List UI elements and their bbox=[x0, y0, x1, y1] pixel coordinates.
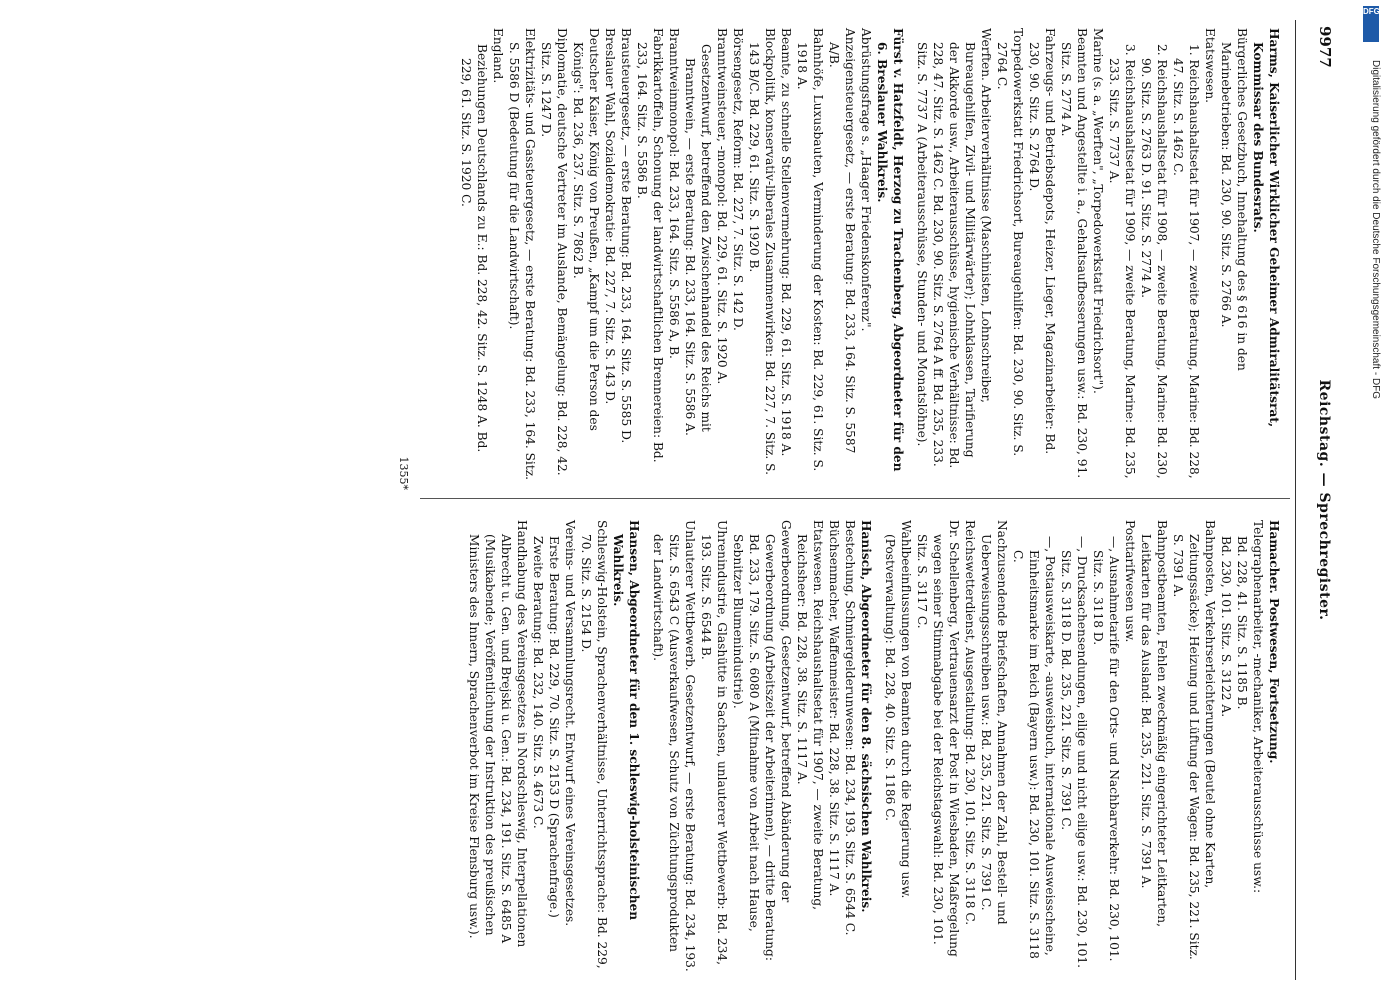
right-column bbox=[458, 28, 1282, 480]
register-entry: Zweite Beratung: Bd. 232, 140. Sitz. S. 4673 C. bbox=[531, 536, 545, 829]
speaker-heading: Fürst v. Hatzfeldt, Herzog zu Trachenberg, Abgeordneter für den 6. Breslauer Wahlkreis. bbox=[875, 28, 905, 472]
register-entry: Anzeigensteuergesetz, — erste Beratung: Bd. 233, 164. Sitz. S. 5587 A/B. bbox=[827, 28, 857, 454]
register-entry: Etatswesen. bbox=[1203, 28, 1217, 104]
register-entry: Beziehungen Deutschlands zu E.: Bd. 228, 42. Sitz. S. 1248 A. Bd. 229, 61. Sitz. S. 1920 C. bbox=[459, 44, 489, 453]
register-entry: Branntweinsteuer, -monopol: Bd. 229, 61. Sitz. S. 1920 A. bbox=[715, 28, 729, 385]
register-entry: —, Postausweiskarte, -ausweisbuch, internationale Ausweisscheine, Einheitsmarke im Reich (Bayern usw.): Bd. 230, 101. Sitz. S. 3118 C. bbox=[1011, 536, 1057, 959]
register-entry: Börsengesetz, Reform: Bd. 227, 7. Sitz. S. 142 D. bbox=[731, 28, 745, 331]
entry-gap bbox=[906, 28, 914, 480]
register-entry: Erste Beratung: Bd. 229, 70. Sitz. S. 2153 D (Sprachenfrage.) bbox=[547, 536, 561, 918]
speaker-heading: Harms, Kaiserlicher Wirklicher Geheimer Admiralitätsrat, Kommissar des Bundesrats. bbox=[1251, 28, 1281, 428]
register-entry: Torpedowerkstatt Friedrichsort, Bureaugehilfen: Bd. 230, 90. Sitz. S. 2764 C. bbox=[995, 28, 1025, 457]
page-number: 9977 bbox=[1316, 26, 1334, 68]
register-entry: Büchsenmacher, Waffenmeister: Bd. 228, 38. Sitz. S. 1117 A. bbox=[827, 520, 841, 897]
register-entry: Handhabung des Vereinsgesetzes in Nordschleswig, Interpellationen Albrecht u. Gen. und Brejski u. Gen.: Bd. 234, 191. Sitz. S. 6485 A (Musikabende; Veröffentlichung der Instruktion des preußischen Ministers des Innern, Sprachenverbot im Kreise Flensburg usw.). bbox=[467, 520, 529, 948]
dfg-logo: DFG bbox=[1363, 6, 1379, 42]
register-entry: Marine (s. a. „Werften", „Torpedowerkstatt Friedrichsort"). bbox=[1091, 28, 1105, 394]
column-divider bbox=[420, 498, 1290, 499]
register-entry: —, Drucksachensendungen, eilige und nicht eilige usw.: Bd. 230, 101. Sitz. S. 3118 D. Bd. 235, 221. Sitz. S. 7391 C. bbox=[1059, 536, 1089, 969]
register-entry: Dr. Schellenberg, Vertrauensarzt der Post in Wiesbaden, Maßregelung wegen seiner Stimmabgabe bei der Reichstagswahl: Bd. 230, 101. Sitz. S. 3117 C. bbox=[915, 520, 961, 957]
register-entry: Bürgerliches Gesetzbuch, Innehaltung des § 616 in den Marinebetrieben: Bd. 230, 90. Sitz. S. 2766 A. bbox=[1219, 28, 1249, 371]
register-entry: 1. Reichshaushaltsetat für 1907, — zweite Beratung, Marine: Bd. 228, 47. Sitz. S. 1462 C. bbox=[1171, 44, 1201, 479]
register-entry: Vereins- und Versammlungsrecht. Entwurf eines Vereinsgesetzes. bbox=[563, 520, 577, 927]
register-entry: Diplomatie, deutsche Vertreter im Auslande, Bemängelung: Bd. 228, 42. Sitz. S. 1247 D. bbox=[539, 28, 569, 476]
rotated-page-content bbox=[60, 20, 1340, 980]
register-entry: Fahrzeugs- und Betriebsdepots, Heizer, Lieger, Magazinarbeiter: Bd. 230, 90. Sitz. S. 2764 D. bbox=[1027, 28, 1057, 455]
page-header bbox=[1295, 20, 1340, 980]
entry-gap bbox=[642, 520, 650, 972]
register-entry: Breslauer Wahl, Sozialdemokratie: Bd. 227, 7. Sitz. S. 143 D. bbox=[603, 28, 617, 405]
register-entry: Gewerbeordnung, Gesetzentwurf, betreffend Abänderung der Gewerbeordnung (Arbeitszeit der Arbeiterinnen), — dritte Beratung: Bd. 233, 179. Sitz. S. 6080 A (Mitnahme von Arbeit nach Hause, Sebnitzer Blumenindustrie). bbox=[731, 520, 793, 961]
page-title: Reichstag. — Sprechregister. bbox=[1316, 379, 1332, 621]
entry-gap bbox=[874, 520, 882, 972]
register-entry: Uhrenindustrie, Glashütte in Sachsen, unlauterer Wettbewerb: Bd. 234, 193. Sitz. S. 6544 B. bbox=[699, 520, 729, 965]
speaker-heading: Hanisch, Abgeordneter für den 8. sächsischen Wahlkreis. bbox=[859, 520, 873, 913]
register-entry: Werften. Arbeiterverhältnisse (Maschinisten, Lohnschreiber, Bureaugehilfen, Zivil- und Militärwärter); Lohnklassen, Tarifierung der Akkorde usw., Arbeiterausschüsse, hygienische Verhältnisse: Bd. 228, 47. Sitz. S. 1462 C. Bd. 230, 90. Sitz. S. 2764 A ff. Bd. 235, 233. Sitz. S. 7737 A (Arbeiterausschüsse, Stunden- und Monatslöhne). bbox=[915, 28, 993, 469]
register-entry: Telegraphenarbeiter, -mechaniker, Arbeiterausschüsse usw.: bbox=[1251, 520, 1265, 894]
register-entry: —, Ausnahmetarife für den Orts- und Nachbarverkehr: Bd. 230, 101. Sitz. S. 3118 D. bbox=[1091, 536, 1121, 962]
register-entry: Bd. 228, 41. Sitz. S. 1185 B. bbox=[1235, 536, 1249, 710]
register-entry: Schleswig-Holstein, Sprachenverhältnisse, Unterrichtssprache: Bd. 229, 70. Sitz. S. 2154 D. bbox=[579, 520, 609, 969]
register-entry: England. bbox=[491, 28, 505, 84]
speaker-heading: Hamacher. Postwesen, Fortsetzung. bbox=[1267, 520, 1281, 764]
register-entry: Beamten und Angestellte i. a., Gehaltsaufbesserungen usw.: Bd. 230, 91. Sitz. S. 2774 A. bbox=[1059, 28, 1089, 479]
register-entry: Gesetzentwurf, betreffend den Zwischenhandel des Reichs mit Branntwein, — erste Beratung: Bd. 233, 164. Sitz. S. 5586 A. bbox=[683, 44, 713, 436]
register-entry: Abrüstungsfrage s. „Haager Friedenskonferenz". bbox=[859, 28, 873, 332]
register-entry: Brausteuergesetz, — erste Beratung: Bd. 233, 164. Sitz. S. 5585 D. bbox=[619, 28, 633, 444]
register-entry: Blockpolitik, konservativ-liberales Zusammenwirken: Bd. 227, 7. Sitz. S. 143 B/C. Bd. 229, 61. Sitz. S. 1920 B. bbox=[747, 28, 777, 475]
register-entry: Unlauterer Wettbewerb. Gesetzentwurf, — erste Beratung: Bd. 234, 193. Sitz. S. 6543 C (Ausverkaufwesen, Schutz von Züchtungsprodukten der Landwirtschaft). bbox=[651, 520, 697, 972]
register-entry: Reichswetterdienst, Ausgestaltung: Bd. 230, 101. Sitz. S. 3118 C. bbox=[963, 520, 977, 926]
register-entry: Wahlbeeinflussungen von Beamten durch die Regierung usw. (Postverwaltung): Bd. 228, 40. Sitz. S. 1186 C. bbox=[883, 520, 913, 899]
digitization-watermark bbox=[1359, 0, 1383, 1000]
left-column bbox=[466, 520, 1282, 972]
watermark-text: Digitalisierung gefördert durch die Deutsche Forschungsgemeinschaft - DFG bbox=[1370, 60, 1381, 400]
register-entry: Beamte, zu schnelle Stellenvermehrung: Bd. 229, 61. Sitz. S. 1918 A. bbox=[779, 28, 793, 457]
register-entry: 2. Reichshaushaltsetat für 1908, — zweite Beratung, Marine: Bd. 230, 90. Sitz. S. 2763 D. 91. Sitz. S. 2774 A. bbox=[1139, 44, 1169, 479]
register-entry: Bahnhöfe, Luxusbauten, Verminderung der Kosten: Bd. 229, 61. Sitz. S. 1918 A. bbox=[795, 28, 825, 472]
speaker-heading: Hansen, Abgeordneter für den 1. schleswig-holsteinischen Wahlkreis. bbox=[611, 520, 641, 921]
register-entry: Fabrikkartoffeln, Schonung der landwirtschaftlichen Brennereien: Bd. 233, 164. Sitz. S. 5586 B. bbox=[635, 28, 665, 463]
register-entry: Nachzusendende Briefschaften, Annahmen der Zahl, Bestell- und Ueberweisungsschreiben usw.: Bd. 235, 221. Sitz. S. 7391 C. bbox=[979, 520, 1009, 925]
register-entry: Bahnpostbeamten, Fehlen zweckmäßig eingerichteter Leitkarten, Leitkarten für das Ausland: Bd. 235, 221. Sitz. S. 7391 A. bbox=[1139, 520, 1169, 927]
register-entry: Posttarifwesen usw. bbox=[1123, 520, 1137, 643]
register-entry: Branntweinmonopol: Bd. 233, 164. Sitz. S. 5586 A, B. bbox=[667, 28, 681, 359]
register-entry: Etatswesen. Reichshaushaltsetat für 1907, — zweite Beratung, Reichsheer: Bd. 228, 38. Sitz. S. 1117 A. bbox=[795, 520, 825, 911]
register-entry: Bahnposten, Verkehrserleichterungen (Beutel ohne Karten, Zeitungssäcke); Heizung und Lüftung der Wagen: Bd. 235, 221. Sitz. S. 7391 A. bbox=[1171, 520, 1217, 960]
register-entry: Elektrizitäts- und Gassteuergesetz, — erste Beratung: Bd. 233, 164. Sitz. S. 5586 D (Bedeutung für die Landwirtschaft). bbox=[507, 28, 537, 481]
register-entry: 3. Reichshaushaltsetat für 1909, — zweite Beratung, Marine: Bd. 235, 233. Sitz. S. 7737 A. bbox=[1107, 44, 1137, 479]
register-entry: Bestechung, Schmiergelderunwesen: Bd. 234, 193. Sitz. S. 6544 C. bbox=[843, 520, 857, 936]
footer-mark: 1355* bbox=[397, 456, 410, 490]
register-entry: Deutscher Kaiser, König von Preußen, „Kampf um die Person des Königs": Bd. 236, 237. Sitz. S. 7862 B. bbox=[571, 28, 601, 431]
register-entry: Bd. 230, 101. Sitz. S. 3122 A. bbox=[1219, 536, 1233, 718]
